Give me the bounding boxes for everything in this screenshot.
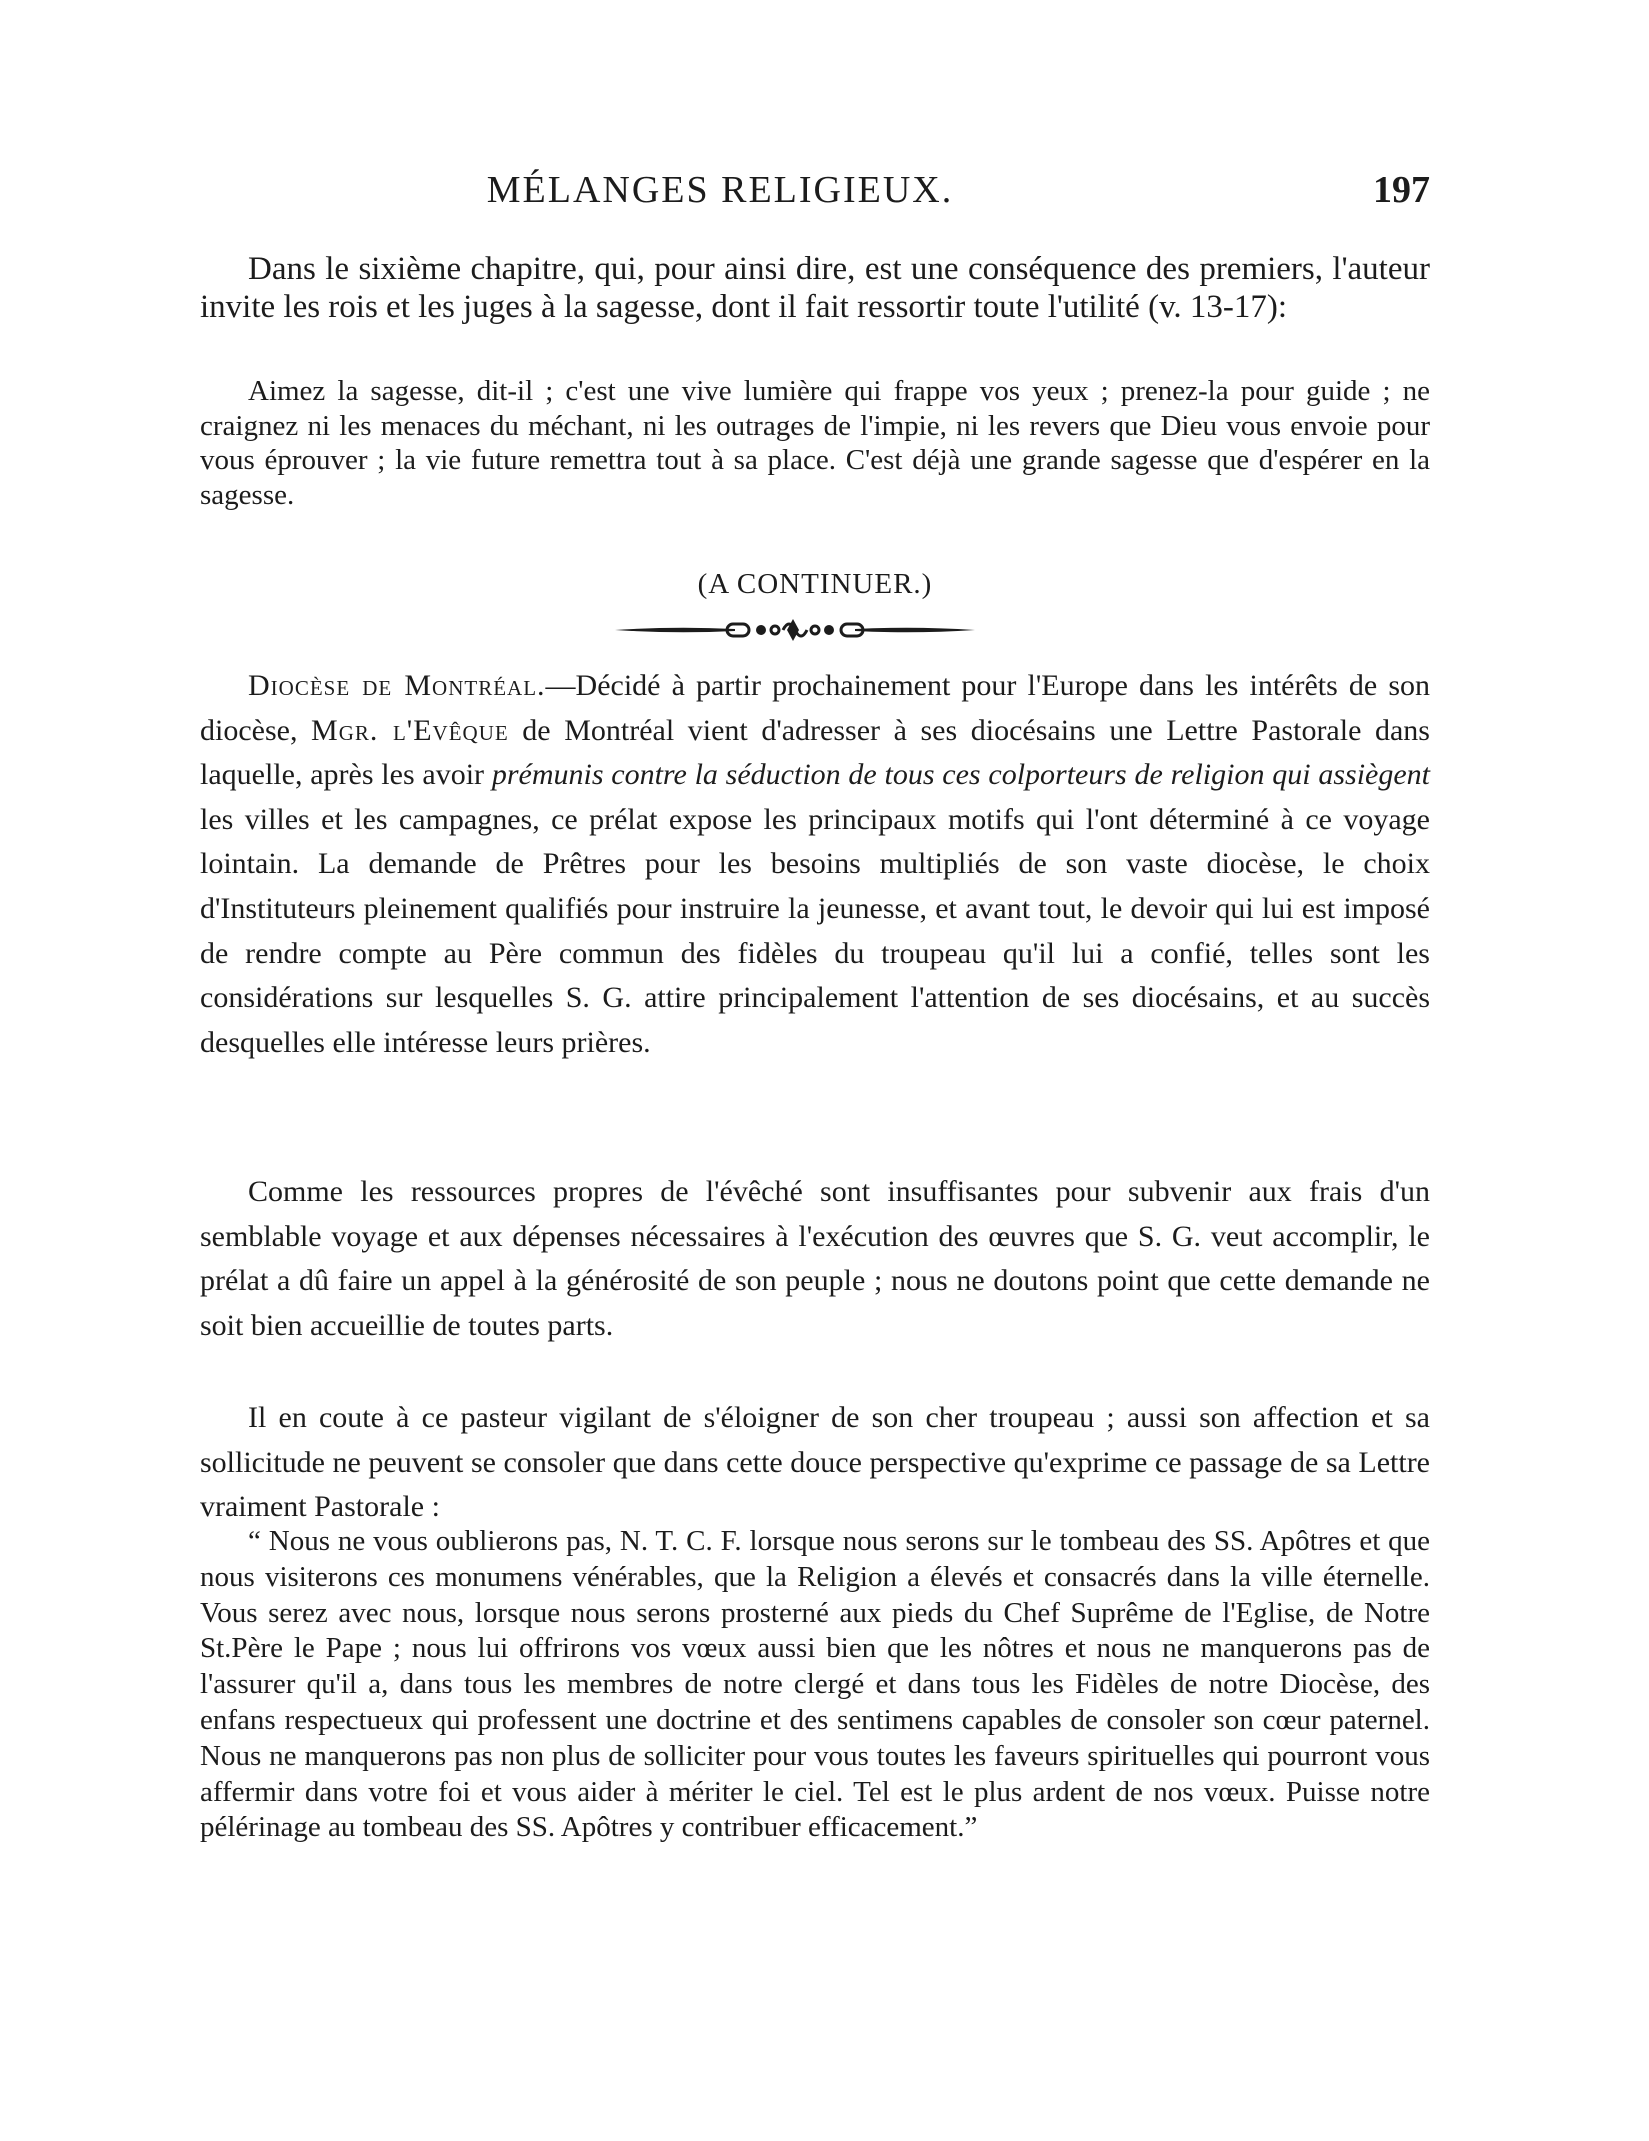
wisdom-quote-paragraph: Aimez la sagesse, dit-il ; c'est une vive lumière qui frappe vos yeux ; prenez-la pour guide ; ne craignez ni les menaces du méchant, ni les outrages de l'impie, ni les revers que Dieu vous envoie pour vous éprouver ; la vie future remettra tout à sa place. C'est déjà une grande sagesse que d'espérer en la sagesse. [200,375,1430,511]
letter-quote-paragraph: “ Nous ne vous oublierons pas, N. T. C. F. lorsque nous serons sur le tombeau des SS. Apôtres et que nous visiterons ces monumens vénérables, que la Religion a élevés et consacrés dans la ville éternelle. Vous serez avec nous, lorsque nous serons prosterné aux pieds du Chef Suprême de l'Eglise, de Notre St.Père le Pape ; nous lui offrirons vos vœux aussi bien que les nôtres et nous ne manquerons pas de l'assurer qu'il a, dans tous les membres de notre clergé et dans tous les Fidèles de notre Diocèse, des enfans respectueux qui professent une doctrine et des sentimens capables de consoler son cœur paternel. Nous ne manquerons pas non plus de solliciter pour vous toutes les faveurs spirituelles qui pourront vous affermir dans votre foi et vous aider à mériter le ciel. Tel est le plus ardent de nos vœux. Puisse notre pélérinage au tombeau des SS. Apôtres y contribuer efficacement.” [200,1525,1430,1844]
diocese-text-start: Décidé à partir prochainement pour l'Europe dans les intérêts de son diocèse, [200,669,1430,747]
intro-block [200,250,1430,326]
heading-dash: — [545,669,576,702]
diocese-heading: Diocèse de Montréal. [248,669,546,702]
quote-block [200,374,1430,512]
diocese-text-middle: de Montréal vient d'adresser à ses diocésains une Lettre Pastorale dans laquelle, après les avoir [200,713,1430,792]
page-header [200,168,1430,228]
resources-block [200,1170,1430,1348]
diocese-paragraph [200,664,1430,1065]
continue-note: (A CONTINUER.) [697,568,933,600]
intro-paragraph: Dans le sixième chapitre, qui, pour ainsi dire, est une conséquence des premiers, l'auteur invite les rois et les juges à la sagesse, dont il fait ressortir toute l'utilité (v. 13-17): [200,251,1430,325]
diocese-italic-phrase: prémunis contre la séduction de tous ces colporteurs de religion qui assiègent [491,758,1430,792]
diocese-text-end: les villes et les campagnes, ce prélat expose les principaux motifs qui l'ont déterminé à ce voyage lointain. La demande de Prêtres pour les besoins multipliés de son vaste diocèse, le choix d'Instituteurs pleinement qualifiés pour instruire la jeunesse, et avant tout, le devoir qui lui est imposé de rendre compte au Père commun des fidèles du troupeau qu'il lui a confié, telles sont les considérations sur lesquelles S. G. attire principalement l'attention de ses diocésains, et au succès desquelles elle intéresse leurs prières. [200,802,1430,1059]
pastoral-letter-quote [200,1524,1430,1846]
bishop-title: Mgr. l'Evêque [311,713,509,747]
resources-paragraph: Comme les ressources propres de l'évêché sont insuffisantes pour subvenir aux frais d'un semblable voyage et aux dépenses nécessaires à l'exécution des œuvres que S. G. veut accomplir, le prélat a dû faire un appel à la générosité de son peuple ; nous ne doutons point que cette demande ne soit bien accueillie de toutes parts. [200,1175,1430,1342]
page-number: 197 [1373,169,1430,211]
pastor-block [200,1396,1430,1530]
pastor-paragraph: Il en coute à ce pasteur vigilant de s'éloigner de son cher troupeau ; aussi son affection et sa sollicitude ne peuvent se consoler que dans cette douce perspective qu'exprime ce passage de sa Lettre vraiment Pastorale : [200,1401,1430,1524]
ornamental-divider-icon [615,617,975,643]
running-head: MÉLANGES RELIGIEUX. [486,169,954,211]
diocese-announcement [200,664,1430,1065]
